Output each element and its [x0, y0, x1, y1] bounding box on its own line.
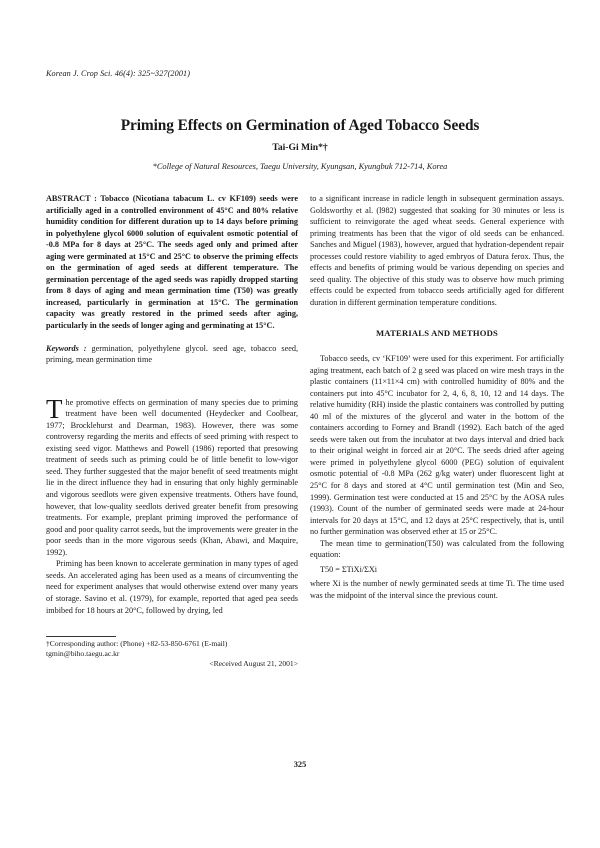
keywords-label: Keywords : [46, 343, 87, 353]
journal-reference: Korean J. Crop Sci. 46(4): 325~327(2001) [46, 69, 191, 78]
corresponding-author-note: †Corresponding author: (Phone) +82-53-850-6761 (E-mail) tgmin@biho.taegu.ac.kr [46, 639, 228, 659]
author-name: Tai-Gi Min*† [272, 142, 328, 153]
right-column [310, 193, 564, 602]
received-date: <Received August 21, 2001> [209, 659, 298, 669]
page-number: 325 [293, 760, 307, 769]
intro-paragraph-1: he promotive effects on germination of many species due to priming treatment have been well documented (Heydecker and Coolbear, 1977; Brocklehurst and Dearman, 1983). However, there was some controversy regarding the merits and effects of seed priming with respect to existing seed vigor. Matthews and Powell (1986) reported that presowing treatment of seeds such as priming could be of little benefit to low-vigor seed. They further suggested that the major benefit of seed treatments might lie in the direct influence they had in ensuring that only highly germinable and vigorous seedlots were given expensive treatments. Others have found, however, that low-quality seedlots derived greater benefit from presowing treatments. For example, preplant priming improved the performance of good and poor quality carrot seeds, but the improvements were greater in the poor seeds than in the more vigorous seeds (Khan, Abawi, and Maquire, 1992). [46, 397, 298, 557]
methods-paragraph-3: where Xi is the number of newly germinated seeds at time Ti. The time used was the midpoint of the interval since the previous count. [310, 579, 564, 600]
intro-continuation: to a significant increase in radicle length in subsequent germination assays. Goldsworthy et al. (l982) suggested that soaking for 30 minutes or less is sufficient to reinvigorate the aged wheat seeds. General experience with priming treatments has been that the vigor of old seeds can be enhanced. Sanches and Miguel (1983), however, argued that hydration-dependent repair processes could restore viability to aged embryos of Datura ferox. Thus, the effects and benefits of priming would be various depending on species and seed quality. The objective of this study was to observe how much priming effects could be expected from tobacco seeds artificially aged for different duration in different germination temperature conditions. [310, 194, 564, 307]
equation: T50 = ΣTiXi/ΣXi [320, 564, 378, 574]
left-column [46, 193, 298, 669]
intro-paragraph-2: Priming has been known to accelerate germination in many types of aged seeds. An accelerated aging has been used as a means of circumventing the need for experiment analyses that would otherwise extend over many years of storage. Savino et al. (1979), for example, reported that aged pea seeds imbibed for 18 hours at 20°C, followed by drying, led [46, 559, 298, 615]
abstract [46, 193, 298, 332]
paper-title: Priming Effects on Germination of Aged Tobacco Seeds [120, 117, 480, 134]
abstract-label: ABSTRACT : [46, 194, 97, 203]
keywords [46, 343, 298, 366]
footnote-divider [46, 636, 116, 637]
footnote [46, 639, 298, 669]
author-affiliation: *College of Natural Resources, Taegu University, Kyungsan, Kyungbuk 712-714, Korea [152, 162, 448, 171]
keywords-text: germination, polyethylene glycol. seed age, tobacco seed, priming, mean germination time [46, 343, 299, 365]
section-heading-methods: MATERIALS AND METHODS [376, 328, 498, 339]
abstract-text: Tobacco (Nicotiana tabacum L. cv KF109) seeds were artificially aged in a controlled environment of 45°C and 80% relative humidity condition for different duration up to 14 days before priming in polyethylene glycol 6000 solution of equivalent osmotic potential of -0.8 MPa for 8 days at 25°C. The seeds aged only and primed after aging were germinated at 15°C and 25°C to observe the priming effects on the germination of aged seeds at different temperature. The germination percentage of the aged seeds was rapidly dropped starting from 8 days of aging and mean germination time (T50) was greatly increased, particularly in germination at 15°C. The germination capacity was greatly restored in the primed seeds after aging, particularly in the seeds of longer aging and germinating at 15°C. [46, 194, 299, 331]
introduction [46, 393, 298, 616]
drop-cap: T [46, 393, 63, 424]
methods-paragraph-2: The mean time to germination(T50) was calculated from the following equation: [310, 538, 564, 560]
methods-paragraph-1: Tobacco seeds, cv ‘KF109’ were used for this experiment. For artificially aging treatment, each batch of 2 g seed was placed on wire mesh trays in the plastic containers (11×11×4 cm) with controlled humidity of 80% and the containers put into 45°C incubator for 2, 4, 6, 8, 10, 12 and 14 days. The relative humidity (RH) inside the plastic containers was controlled by putting 40 ml of the mixtures of the glycerol and water in the bottom of the containers according to Forney and Brandl (1992). Each batch of the aged seeds were taken out from the incubator at two days interval and dried back to their original weight in forced air at 20°C. The seeds dried after ageing were primed in polyethylene glycol 6000 (PEG) solution of equivalent osmotic potential of -0.8 MPa (262 g/kg water) under fluorescent light at 25°C for 8 days and stored at 4°C until germination test (Min and Seo, 1999). Germination test were conducted at 15 and 25°C by the AOSA rules (1993). Count of the number of germinated seeds were made at 24-hour intervals for 20 days at 15°C, and 12 days at 25°C respectively, that is, until no further germination was observed ether at 15 or 25°C. [310, 354, 564, 537]
